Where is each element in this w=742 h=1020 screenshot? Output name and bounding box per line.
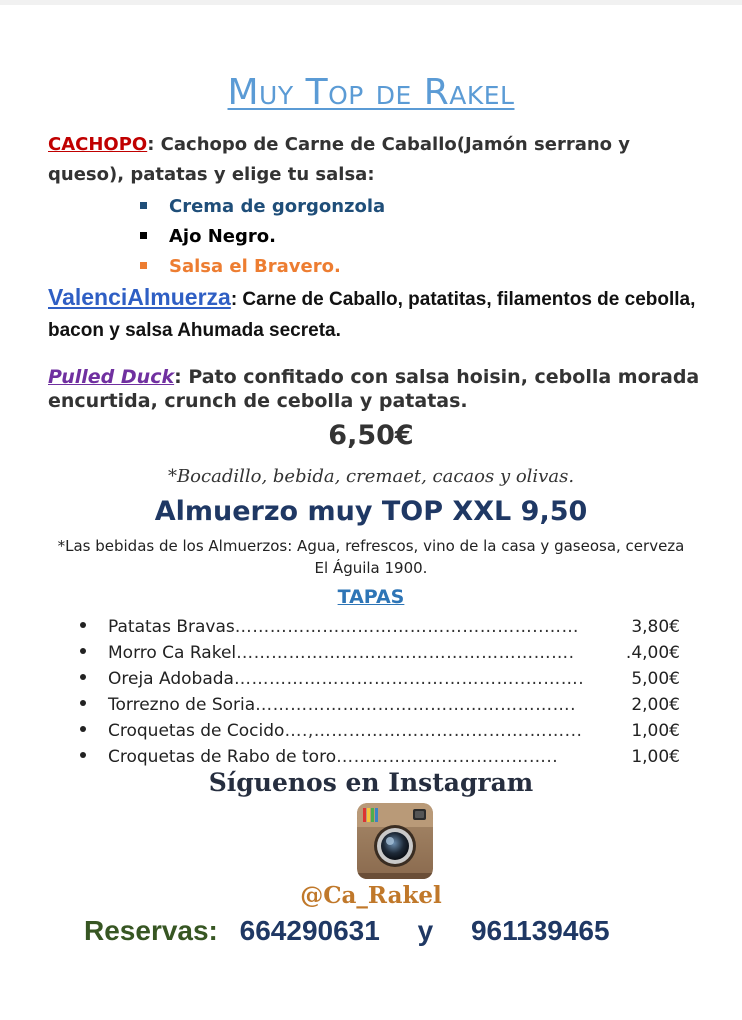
tapa-price: 1,00€: [629, 744, 680, 770]
tapa-price: 2,00€: [629, 692, 680, 718]
list-item: [80, 718, 680, 744]
list-item: Salsa el Bravero.: [140, 252, 385, 282]
tapa-price: .4,00€: [624, 640, 680, 666]
xxl-offer: Almuerzo muy TOP XXL 9,50: [154, 496, 588, 527]
instagram-handle[interactable]: @Ca_Rakel: [300, 882, 442, 909]
cachopo-name: CACHOPO: [48, 134, 148, 155]
dot-leader: ….,……………………………….……...: [284, 721, 583, 741]
tapas-list: [80, 614, 680, 770]
pulled-duck-name: Pulled Duck: [48, 366, 175, 388]
square-bullet-icon: [140, 202, 147, 209]
tapas-heading: TAPAS: [337, 586, 405, 608]
tapa-price: 5,00€: [629, 666, 680, 692]
list-item: [80, 692, 680, 718]
cachopo-desc: : Cachopo de Carne de Caballo(Jamón serrano y queso), patatas y elige tu salsa:: [48, 134, 631, 185]
list-item: [80, 744, 680, 770]
list-item: Ajo Negro.: [140, 222, 385, 252]
top-strip: [0, 0, 742, 5]
reservations-label: Reservas:: [84, 915, 218, 946]
list-item: Crema de gorgonzola: [140, 192, 385, 222]
tapa-name: Croquetas de Rabo de toro: [108, 747, 337, 767]
tapa-name: Croquetas de Cocido: [108, 721, 285, 741]
instagram-heading: Síguenos en Instagram: [208, 768, 534, 797]
list-item: [80, 666, 680, 692]
tapa-price: 3,80€: [629, 614, 680, 640]
instagram-camera-icon[interactable]: [357, 803, 433, 879]
bullet-icon: [80, 622, 86, 628]
bocadillo-note: *Bocadillo, bebida, cremaet, cacaos y olivas.: [167, 466, 575, 487]
list-item: [80, 640, 680, 666]
tapa-name: Patatas Bravas: [108, 617, 235, 637]
bullet-icon: [80, 700, 86, 706]
valencialmuerza-block: [48, 282, 698, 346]
square-bullet-icon: [140, 262, 147, 269]
dot-leader: ………………………………………………….: [236, 643, 575, 663]
phone-separator: y: [417, 915, 434, 946]
dot-leader: ……………………………………………….: [255, 695, 577, 715]
pulled-duck-block: [48, 365, 708, 413]
phone-number[interactable]: 664290631: [239, 915, 380, 946]
dot-leader: ………………………...……..: [336, 747, 559, 767]
bullet-icon: [80, 648, 86, 654]
square-bullet-icon: [140, 232, 147, 239]
list-item: [80, 614, 680, 640]
sauce-list: [140, 192, 385, 282]
tapa-name: Torrezno de Soria: [108, 695, 256, 715]
valencialmuerza-name: ValenciAlmuerza: [48, 284, 231, 310]
page-title: Muy Top de Rakel: [227, 72, 515, 113]
dot-leader: …………………………………………..……….: [233, 669, 585, 689]
bullet-icon: [80, 726, 86, 732]
dot-leader: ……………………………………………..……: [234, 617, 580, 637]
tapa-name: Morro Ca Rakel: [108, 643, 237, 663]
reservations-line: [84, 915, 724, 947]
tapa-price: 1,00€: [629, 718, 680, 744]
valencialmuerza-desc: : Carne de Caballo, patatitas, filamentos de cebolla, bacon y salsa Ahumada secreta.: [48, 289, 696, 341]
phone-number[interactable]: 961139465: [470, 915, 610, 946]
cachopo-block: [48, 130, 688, 190]
pulled-duck-desc: : Pato confitado con salsa hoisin, cebolla morada encurtida, crunch de cebolla y patatas.: [48, 366, 700, 412]
bullet-icon: [80, 674, 86, 680]
menu-price: 6,50€: [328, 420, 414, 451]
tapa-name: Oreja Adobada: [108, 669, 234, 689]
bullet-icon: [80, 752, 86, 758]
drinks-note: *Las bebidas de los Almuerzos: Agua, refrescos, vino de la casa y gaseosa, cerveza El Águila 1900.: [57, 537, 685, 577]
